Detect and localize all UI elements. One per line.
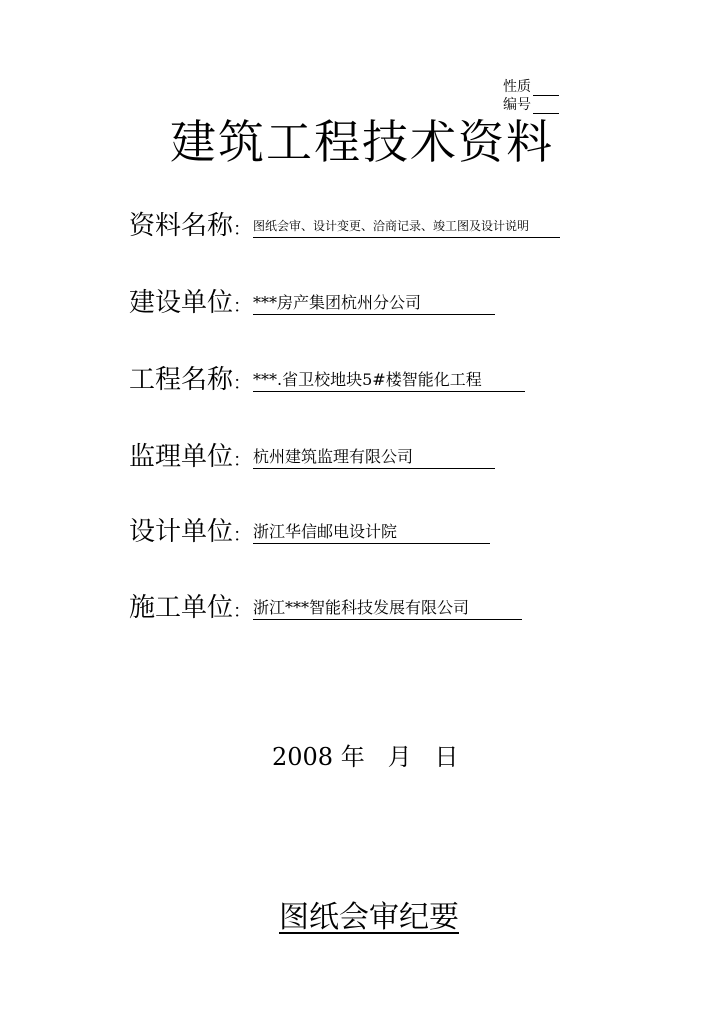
- field-label: 施工单位: [129, 593, 234, 623]
- nature-label: 性质: [503, 79, 531, 95]
- field-colon: ：: [233, 601, 252, 622]
- field-value: ***房产集团杭州分公司: [253, 292, 495, 315]
- nature-line: [503, 78, 559, 96]
- meta-block: [503, 78, 559, 114]
- nature-blank: [533, 81, 559, 96]
- field-label: 设计单位: [129, 517, 234, 547]
- date-line: 2008 年 月 日: [272, 743, 459, 771]
- field-colon: ：: [233, 450, 252, 471]
- field-label: 工程名称: [129, 365, 234, 395]
- footer-title: [0, 898, 724, 938]
- field-colon: ：: [233, 219, 252, 240]
- number-label: 编号: [503, 97, 531, 113]
- field-value: 浙江华信邮电设计院: [253, 521, 490, 544]
- field-label: 资料名称: [129, 211, 234, 241]
- field-colon: ：: [233, 296, 252, 317]
- field-supervision-unit: [129, 441, 495, 473]
- field-contractor-unit: [129, 592, 522, 624]
- field-colon: ：: [233, 525, 252, 546]
- field-value: 图纸会审、设计变更、洽商记录、竣工图及设计说明: [253, 215, 560, 238]
- field-project-name: [129, 364, 525, 396]
- field-design-unit: [129, 516, 490, 548]
- field-label: 监理单位: [129, 442, 234, 472]
- field-colon: ：: [233, 373, 252, 394]
- field-value: 浙江***智能科技发展有限公司: [253, 597, 522, 620]
- field-material-name: [129, 210, 560, 242]
- page-title: 建筑工程技术资料: [170, 115, 554, 169]
- field-value: 杭州建筑监理有限公司: [253, 446, 495, 469]
- field-label: 建设单位: [129, 288, 234, 318]
- footer-title-text: 图纸会审纪要: [279, 900, 459, 935]
- field-value: ***.省卫校地块5#楼智能化工程: [253, 369, 525, 392]
- field-construction-unit: [129, 287, 495, 319]
